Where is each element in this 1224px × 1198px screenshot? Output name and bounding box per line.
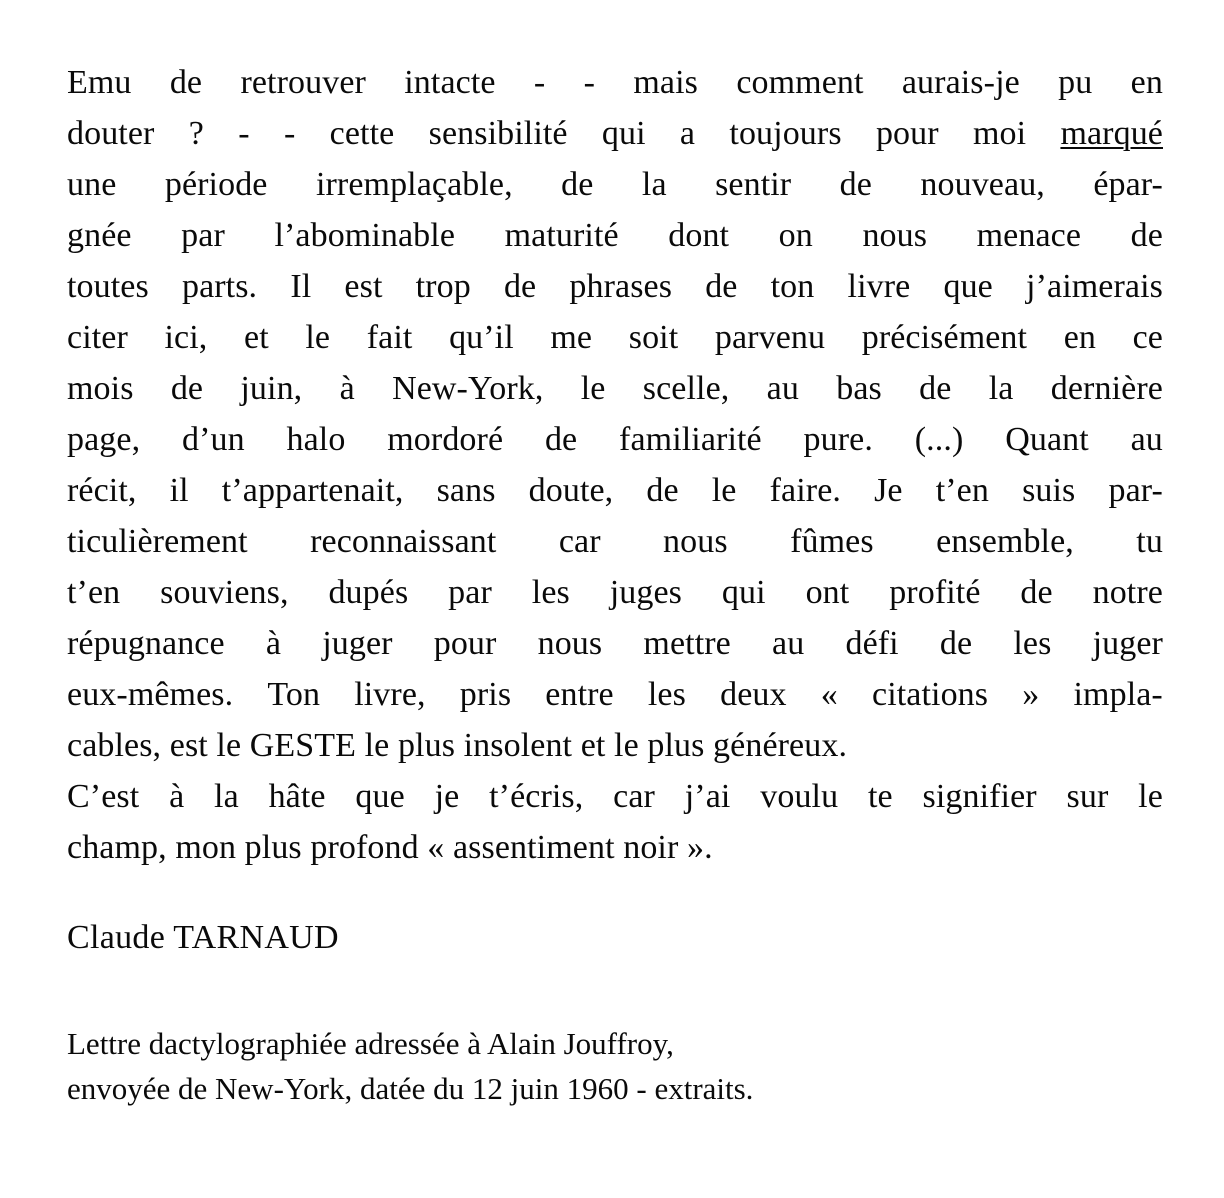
- word: de: [919, 370, 952, 407]
- word: épar-: [1093, 166, 1163, 203]
- word: Il: [290, 268, 312, 305]
- word: citer: [67, 319, 128, 356]
- body-line: [67, 261, 1163, 312]
- word: juger: [322, 625, 393, 662]
- word: à: [265, 625, 282, 662]
- word: gnée: [67, 217, 132, 254]
- body-line: [67, 312, 1163, 363]
- word: deux: [720, 676, 787, 713]
- word: de: [170, 370, 204, 407]
- word: ensemble,: [936, 523, 1074, 560]
- word: irremplaçable,: [315, 166, 513, 203]
- word: car: [558, 523, 601, 560]
- word: de: [503, 268, 537, 305]
- word: faire.: [769, 472, 841, 509]
- word: reconnaissant: [310, 523, 497, 560]
- word: pris: [459, 676, 512, 713]
- body-line: [67, 108, 1163, 159]
- word: te: [867, 778, 893, 815]
- word: de: [839, 166, 872, 203]
- word: de: [646, 472, 679, 509]
- word: me: [550, 319, 593, 356]
- word: halo: [286, 421, 346, 458]
- word: car: [613, 778, 655, 815]
- word: de: [939, 625, 973, 662]
- word: à: [169, 778, 185, 815]
- word: Ton: [267, 676, 321, 713]
- word: récit,: [67, 472, 137, 509]
- word: souviens,: [160, 574, 289, 611]
- word: les: [1013, 625, 1052, 662]
- word: sentir: [715, 166, 792, 203]
- word: le: [711, 472, 737, 509]
- word: parvenu: [714, 319, 826, 356]
- word: (...): [914, 421, 964, 458]
- caption-line-1: Lettre dactylographiée adressée à Alain Jouffroy,: [67, 1026, 674, 1061]
- source-caption: [67, 1021, 753, 1111]
- word: qu’il: [449, 319, 514, 356]
- word: pure.: [803, 421, 873, 458]
- word: nous: [537, 625, 603, 662]
- word: pour: [433, 625, 497, 662]
- word: dont: [668, 217, 730, 254]
- word: page,: [67, 421, 141, 458]
- word: mordoré: [387, 421, 504, 458]
- word: de: [561, 166, 594, 203]
- word: maturité: [504, 217, 619, 254]
- word: de: [1130, 217, 1163, 254]
- word: fûmes: [790, 523, 874, 560]
- word: en: [1130, 64, 1163, 101]
- word: ce: [1132, 319, 1163, 356]
- word: en: [1063, 319, 1096, 356]
- word: a: [679, 115, 696, 152]
- word: au: [1130, 421, 1163, 458]
- word: est: [344, 268, 383, 305]
- word: t’en: [935, 472, 989, 509]
- word: aurais-je: [901, 64, 1020, 101]
- word: la: [214, 778, 239, 815]
- word: suis: [1022, 472, 1076, 509]
- word: les: [647, 676, 686, 713]
- word: je: [434, 778, 460, 815]
- word: dernière: [1050, 370, 1163, 407]
- word: d’un: [181, 421, 245, 458]
- body-line: [67, 159, 1163, 210]
- letter-body: [67, 57, 1163, 873]
- word: que: [355, 778, 405, 815]
- word: pu: [1058, 64, 1093, 101]
- word: toujours: [729, 115, 842, 152]
- word: de: [705, 268, 738, 305]
- word: cette: [329, 115, 395, 152]
- word: -: [283, 115, 296, 152]
- word: doute,: [528, 472, 614, 509]
- word: j’aimerais: [1026, 268, 1163, 305]
- word: mettre: [643, 625, 731, 662]
- word: soit: [628, 319, 679, 356]
- word: Je: [874, 472, 903, 509]
- word: au: [766, 370, 799, 407]
- word: toutes: [67, 268, 149, 305]
- body-line: [67, 669, 1163, 720]
- word: livre: [847, 268, 911, 305]
- body-line: [67, 465, 1163, 516]
- word: par: [181, 217, 225, 254]
- word: par-: [1108, 472, 1163, 509]
- word: parts.: [181, 268, 258, 305]
- body-line: [67, 618, 1163, 669]
- word: ticulièrement: [67, 523, 248, 560]
- word: juges: [609, 574, 683, 611]
- word: on: [778, 217, 813, 254]
- body-line: cables, est le GESTE le plus insolent et le plus généreux.: [67, 727, 848, 764]
- word: la: [988, 370, 1014, 407]
- word: mais: [633, 64, 698, 101]
- body-line: [67, 363, 1163, 414]
- word: hâte: [268, 778, 326, 815]
- word: une: [67, 166, 117, 203]
- word: Quant: [1005, 421, 1089, 458]
- word: t’écris,: [489, 778, 584, 815]
- word: citations: [872, 676, 989, 713]
- word: -: [238, 115, 250, 152]
- word: que: [943, 268, 993, 305]
- word: les: [531, 574, 570, 611]
- word: notre: [1092, 574, 1163, 611]
- word: mois: [67, 370, 134, 407]
- signature-name: Claude TARNAUD: [67, 919, 339, 956]
- word: tu: [1136, 523, 1163, 560]
- word: l’abominable: [274, 217, 456, 254]
- word: fait: [366, 319, 413, 356]
- word: au: [772, 625, 805, 662]
- word: -: [533, 64, 546, 101]
- word: par: [448, 574, 492, 611]
- word: précisément: [861, 319, 1028, 356]
- body-line: [67, 516, 1163, 567]
- body-line: [67, 210, 1163, 261]
- word: ici,: [164, 319, 208, 356]
- word: sur: [1066, 778, 1109, 815]
- word: moi: [972, 115, 1027, 152]
- word: nous: [862, 217, 928, 254]
- word: juin,: [240, 370, 303, 407]
- word: le: [1138, 778, 1163, 815]
- word: sans: [436, 472, 496, 509]
- word: intacte: [404, 64, 496, 101]
- word: il: [169, 472, 189, 509]
- word: menace: [976, 217, 1082, 254]
- word: ?: [188, 115, 204, 152]
- word: eux-mêmes.: [67, 676, 234, 713]
- word: défi: [845, 625, 899, 662]
- word: impla-: [1073, 676, 1163, 713]
- word: de: [544, 421, 578, 458]
- guillemet-close: »: [1022, 676, 1040, 713]
- word: à: [339, 370, 355, 407]
- word: retrouver: [240, 64, 366, 101]
- word: qui: [721, 574, 766, 611]
- word: ton: [770, 268, 815, 305]
- word: sensibilité: [428, 115, 568, 152]
- word: -: [583, 64, 596, 101]
- word: t’appartenait,: [221, 472, 404, 509]
- word: de: [169, 64, 203, 101]
- word: signifier: [922, 778, 1037, 815]
- word: la: [641, 166, 667, 203]
- word: comment: [736, 64, 864, 101]
- word: phrases: [569, 268, 673, 305]
- word: pour: [875, 115, 939, 152]
- word: profité: [889, 574, 981, 611]
- word: le: [580, 370, 606, 407]
- word: j’ai: [684, 778, 731, 815]
- word: C’est: [67, 778, 140, 815]
- word: New-York,: [392, 370, 544, 407]
- word: livre,: [354, 676, 426, 713]
- word: et: [244, 319, 269, 356]
- word: ont: [805, 574, 850, 611]
- word: t’en: [67, 574, 121, 611]
- word: scelle,: [642, 370, 730, 407]
- word: répugnance: [67, 625, 225, 662]
- word: Emu: [67, 64, 132, 101]
- word: trop: [415, 268, 471, 305]
- word: familiarité: [619, 421, 762, 458]
- word: de: [1020, 574, 1053, 611]
- body-line: [67, 771, 1163, 822]
- body-line: champ, mon plus profond « assentiment noir ».: [67, 829, 713, 866]
- word: voulu: [760, 778, 839, 815]
- word: dupés: [328, 574, 409, 611]
- word: douter: [67, 115, 155, 152]
- body-line: [67, 57, 1163, 108]
- caption-line-2: envoyée de New-York, datée du 12 juin 1960 - extraits.: [67, 1071, 754, 1106]
- word: qui: [601, 115, 646, 152]
- word: nouveau,: [920, 166, 1045, 203]
- word: le: [305, 319, 331, 356]
- word: nous: [663, 523, 728, 560]
- word: entre: [545, 676, 614, 713]
- body-line: [67, 567, 1163, 618]
- word: période: [164, 166, 268, 203]
- body-line: [67, 414, 1163, 465]
- word: juger: [1092, 625, 1163, 662]
- word-underlined: marqué: [1060, 115, 1163, 152]
- word: bas: [836, 370, 882, 407]
- guillemet-open: «: [820, 676, 838, 713]
